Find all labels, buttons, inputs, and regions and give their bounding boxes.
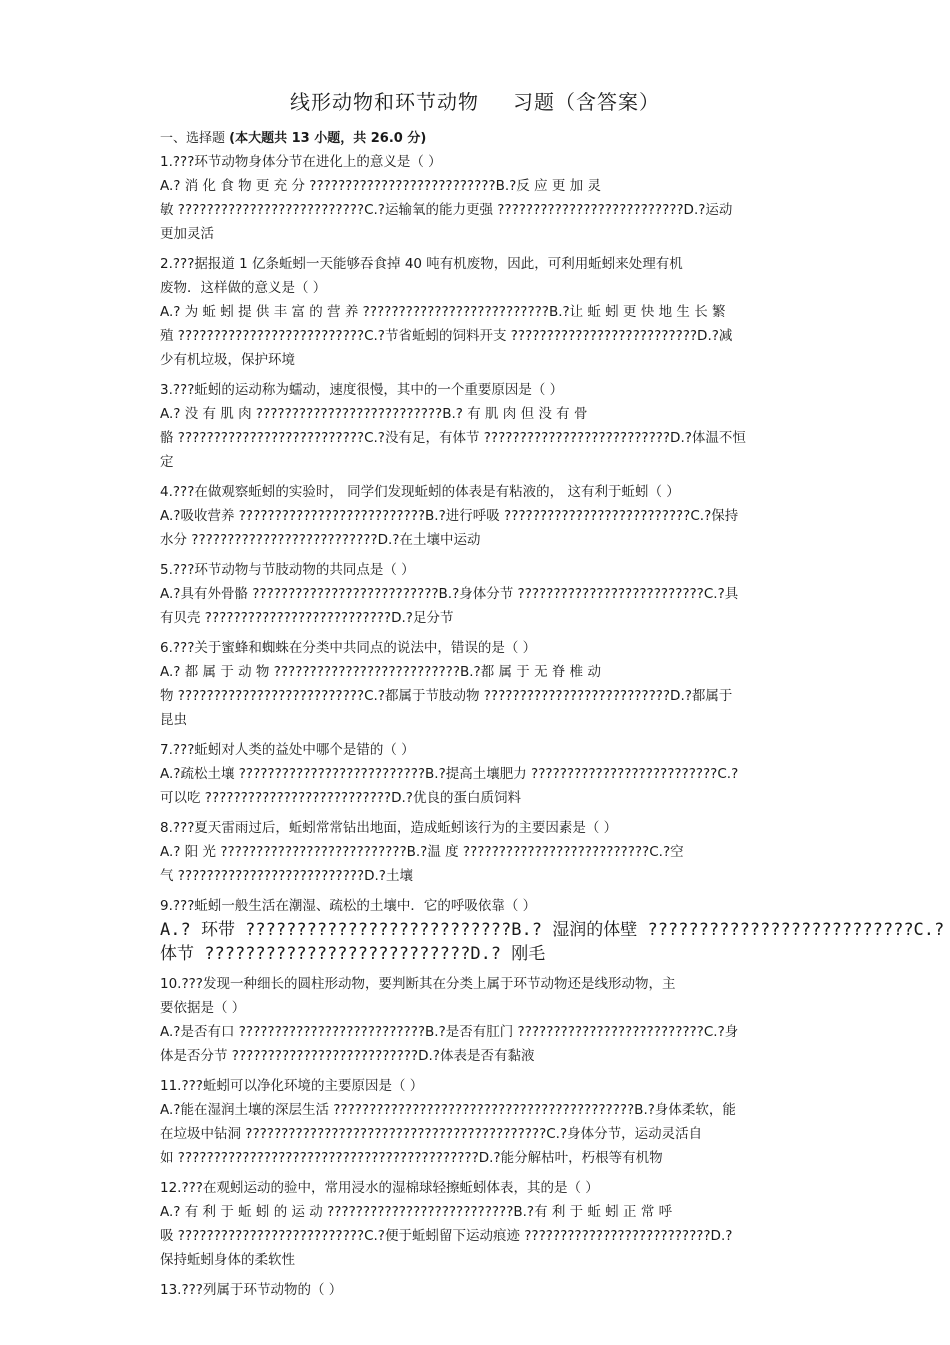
question-line: A.? 有 利 于 蚯 蚓 的 运 动 ??????????????????????????B.?有 利 于 蚯 蚓 正 常 呼 xyxy=(160,1204,673,1220)
question-stem: 2.???据报道 1 亿条蚯蚓一天能够吞食掉 40 吨有机废物，因此，可利用蚯蚓来处理有机 xyxy=(160,256,683,272)
question-line: A.? 没 有 肌 肉 ??????????????????????????B.? 有 肌 肉 但 没 有 骨 xyxy=(160,406,588,422)
question-line: A.? 阳 光 ??????????????????????????B.?温 度 ??????????????????????????C.?空 xyxy=(160,844,684,860)
question-13 xyxy=(160,1278,790,1302)
question-line: 物 ??????????????????????????C.?都属于节肢动物 ??????????????????????????D.?都属于 xyxy=(160,688,733,704)
question-5 xyxy=(160,558,790,630)
question-8 xyxy=(160,816,790,888)
title-main: 线形动物和环节动物 xyxy=(290,90,479,114)
question-line: 在垃圾中钻洞 ??????????????????????????????????????????C.?身体分节，运动灵活自 xyxy=(160,1126,703,1142)
question-11 xyxy=(160,1074,790,1170)
question-line: 敏 ??????????????????????????C.?运输氧的能力更强 ??????????????????????????D.?运动 xyxy=(160,202,733,218)
question-3 xyxy=(160,378,790,474)
question-line: 吸 ??????????????????????????C.?便于蚯蚓留下运动痕迹 ??????????????????????????D.? xyxy=(160,1228,733,1244)
section-heading xyxy=(160,127,426,146)
question-list xyxy=(160,150,945,1308)
question-12 xyxy=(160,1176,790,1272)
question-line: 更加灵活 xyxy=(160,226,214,242)
question-stem: 1.???环节动物身体分节在进化上的意义是（ ） xyxy=(160,154,442,170)
question-line: 定 xyxy=(160,454,174,470)
question-line: 气 ??????????????????????????D.?土壤 xyxy=(160,868,413,884)
question-line: 体是否分节 ??????????????????????????D.?体表是否有黏液 xyxy=(160,1048,535,1064)
question-line: 少有机垃圾，保护环境 xyxy=(160,352,295,368)
question-stem: 12.???在观蚓运动的验中，常用浸水的湿棉球轻擦蚯蚓体表，其的是（ ） xyxy=(160,1180,599,1196)
question-stem: 8.???夏天雷雨过后，蚯蚓常常钻出地面，造成蚯蚓该行为的主要因素是（ ） xyxy=(160,820,618,836)
question-7 xyxy=(160,738,790,810)
question-stem: 6.???关于蜜蜂和蜘蛛在分类中共同点的说法中，错误的是（ ） xyxy=(160,640,537,656)
question-stem: 3.???蚯蚓的运动称为蠕动，速度很慢，其中的一个重要原因是（ ） xyxy=(160,382,564,398)
question-stem: 9.???蚯蚓一般生活在潮湿、疏松的土壤中．它的呼吸依靠（ ） xyxy=(160,898,537,914)
question-stem: 5.???环节动物与节肢动物的共同点是（ ） xyxy=(160,562,415,578)
question-line: A.? 都 属 于 动 物 ??????????????????????????B.?都 属 于 无 脊 椎 动 xyxy=(160,664,601,680)
section-info: (本大题共 13 小题，共 26.0 分) xyxy=(229,131,427,146)
question-line: 骼 ??????????????????????????C.?没有足，有体节 ??????????????????????????D.?体温不恒 xyxy=(160,430,746,446)
question-stem: 10.???发现一种细长的圆柱形动物，要判断其在分类上属于环节动物还是线形动物，主 xyxy=(160,976,676,992)
question-line: 水分 ??????????????????????????D.?在土壤中运动 xyxy=(160,532,481,548)
question-line: A.?吸收营养 ??????????????????????????B.?进行呼吸 ??????????????????????????C.?保持 xyxy=(160,508,739,524)
question-line: A.? 消 化 食 物 更 充 分 ??????????????????????????B.?反 应 更 加 灵 xyxy=(160,178,601,194)
question-stem: 13.???列属于环节动物的（ ） xyxy=(160,1282,343,1298)
question-line: 殖 ??????????????????????????C.?节省蚯蚓的饲料开支 ??????????????????????????D.?减 xyxy=(160,328,733,344)
question-line: 昆虫 xyxy=(160,712,187,728)
question-10 xyxy=(160,972,790,1068)
page-title xyxy=(0,86,950,115)
question-line: A.?具有外骨骼 ??????????????????????????B.?身体分节 ??????????????????????????C.?具 xyxy=(160,586,739,602)
question-stem: 11.???蚯蚓可以净化环境的主要原因是（ ） xyxy=(160,1078,424,1094)
question-line: 体节 ??????????????????????????D.? 刚毛 xyxy=(160,944,546,964)
question-line: 如 ??????????????????????????????????????????D.?能分解枯叶，朽根等有机物 xyxy=(160,1150,663,1166)
question-line: A.?能在湿润土壤的深层生活 ??????????????????????????????????????????B.?身体柔软，能 xyxy=(160,1102,736,1118)
question-1 xyxy=(160,150,790,246)
question-line: A.? 环带 ??????????????????????????B.? 湿润的体壁 ??????????????????????????C.? xyxy=(160,920,945,940)
question-line: 可以吃 ??????????????????????????D.?优良的蛋白质饲料 xyxy=(160,790,521,806)
question-line: 保持蚯蚓身体的柔软性 xyxy=(160,1252,295,1268)
question-line: A.?疏松土壤 ??????????????????????????B.?提高土壤肥力 ??????????????????????????C.? xyxy=(160,766,739,782)
title-sub: 习题（含答案） xyxy=(513,90,660,114)
section-prefix: 一、选择题 xyxy=(160,131,226,146)
question-line: 要依据是（ ） xyxy=(160,1000,246,1016)
question-line: A.? 为 蚯 蚓 提 供 丰 富 的 营 养 ??????????????????????????B.?让 蚯 蚓 更 快 地 生 长 繁 xyxy=(160,304,726,320)
question-4 xyxy=(160,480,790,552)
question-line: 有贝壳 ??????????????????????????D.?足分节 xyxy=(160,610,454,626)
question-9 xyxy=(160,894,945,966)
question-line: 废物．这样做的意义是（ ） xyxy=(160,280,327,296)
question-stem: 7.???蚯蚓对人类的益处中哪个是错的（ ） xyxy=(160,742,415,758)
question-line: A.?是否有口 ??????????????????????????B.?是否有肛门 ??????????????????????????C.?身 xyxy=(160,1024,739,1040)
question-stem: 4.???在做观察蚯蚓的实验时， 同学们发现蚯蚓的体表是有粘液的， 这有利于蚯蚓（ ） xyxy=(160,484,680,500)
question-6 xyxy=(160,636,790,732)
question-2 xyxy=(160,252,790,372)
